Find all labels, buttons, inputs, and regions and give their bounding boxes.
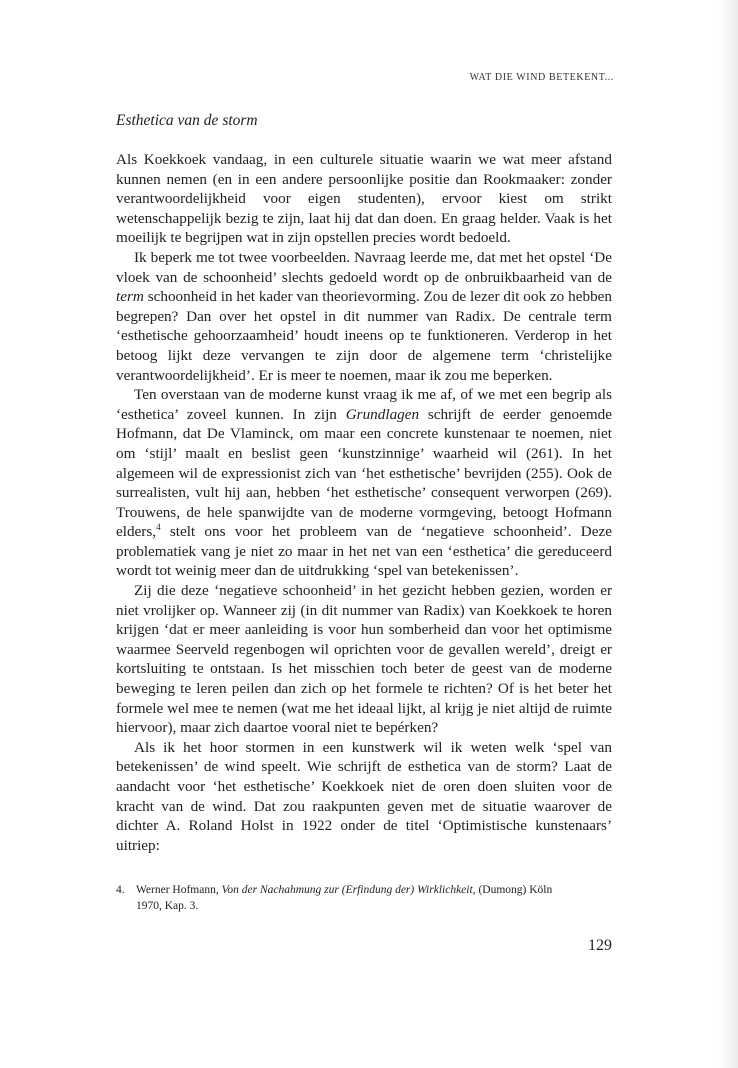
paragraph-5: Als ik het hoor stormen in een kunstwerk wil ik weten welk ‘spel van betekenissen’ de wind speelt. Wie schrijft de esthetica van de storm? Laat de aandacht voor ‘het esthetische’ Koekkoek niet de oren doen sluiten voor de kracht van de wind. Dat zou raakpunten geven met de situatie waarover de dichter A. Roland Holst in 1922 onder de titel ‘Optimistische kunstenaars’ uitriep: <box>116 738 612 854</box>
footnote <box>116 882 612 914</box>
footnote-reference: 4 <box>156 522 161 533</box>
footnote-number: 4. <box>116 884 125 896</box>
emphasis-grundlagen: Grundlagen <box>345 405 420 423</box>
emphasis-term: term <box>116 288 144 306</box>
page-number: 129 <box>588 937 612 954</box>
paragraph-1: Als Koekkoek vandaag, in een culturele situatie waarin we wat meer afstand kunnen nemen (en in een andere persoonlijke positie dan Rookmaaker: zonder verantwoordelijkheid voor eigen studenten), ervoor kiest om strikt wetenschappelijk bezig te zijn, laat hij dat dan doen. En graag helder. Vaak is het moeilijk te begrijpen wat in zijn opstellen precies wordt bedoeld. <box>116 151 612 247</box>
section-title: Esthetica van de storm <box>116 112 258 129</box>
footnote-line-2: 1970, Kap. 3. <box>136 900 199 912</box>
running-head: WAT DIE WIND BETEKENT... <box>469 72 614 83</box>
body-text <box>116 150 612 855</box>
footnote-title: Von der Nachahmung zur (Erfindung der) Wirklichkeit, <box>221 884 476 896</box>
footnote-line-1: 4. Werner Hofmann, Von der Nachahmung zur (Erfindung der) Wirklichkeit, (Dumong) Köln <box>116 884 553 896</box>
paragraph-4: Zij die deze ‘negatieve schoonheid’ in het gezicht hebben gezien, worden er niet vrolijker op. Wanneer zij (in dit nummer van Radix) van Koekkoek te horen krijgen ‘dat er meer aanleiding is voor hun somberheid dan voor het optimisme waarmee Seerveld regenbogen wil oprichten voor de gevallen wereld’, dreigt er kortsluiting te ontstaan. Is het misschien toch beter de geest van de moderne beweging te leren peilen dan zich op het formele te richten? Of is het beter het formele wel mee te nemen (wat me het ideaal lijkt, al krijg je niet altijd de ruimte hiervoor), maar zich daartoe vooral niet te bepérken? <box>116 582 612 737</box>
paragraph-3: Ten overstaan van de moderne kunst vraag ik me af, of we met een begrip als ‘esthetica’ zoveel kunnen. In zijn Grundlagen schrijft de eerder genoemde Hofmann, dat De Vlaminck, om maar een concrete kunstenaar te noemen, niet om ‘stijl’ maalt en beslist geen ‘kunstzinnige’ waarheid wil (261). In het algemeen wil de expressionist zich van ‘het esthetische’ bevrijden (255). Ook de surrealisten, vult hij aan, hebben ‘het esthetische’ consequent verworpen (269). Trouwens, de hele spanwijdte van de moderne vormgeving, betoogt Hofmann elders,$^4$ stelt ons voor het probleem van de ‘negatieve schoonheid’. Deze problematiek vang je niet zo maar in het net van een ‘esthetica’ die gereduceerd wordt tot weinig meer dan de uitdrukking ‘spel van betekenissen’. <box>116 386 612 580</box>
paragraph-2: Ik beperk me tot twee voorbeelden. Navraag leerde me, dat met het opstel ‘De vloek van de schoonheid’ slechts gedoeld wordt op de onbruikbaarheid van de term schoonheid in het kader van theorievorming. Zou de lezer dit ook zo hebben begrepen? Dan over het opstel in dit nummer van Radix. De centrale term ‘esthetische gehoorzaamheid’ houdt ineens op te funktioneren. Verderop in het betoog lijkt deze vervangen te zijn door de algemene term ‘christelijke verantwoordelijkheid’. Er is meer te noemen, maar ik zou me beperken. <box>116 248 612 384</box>
page-edge-shadow <box>718 0 738 1068</box>
